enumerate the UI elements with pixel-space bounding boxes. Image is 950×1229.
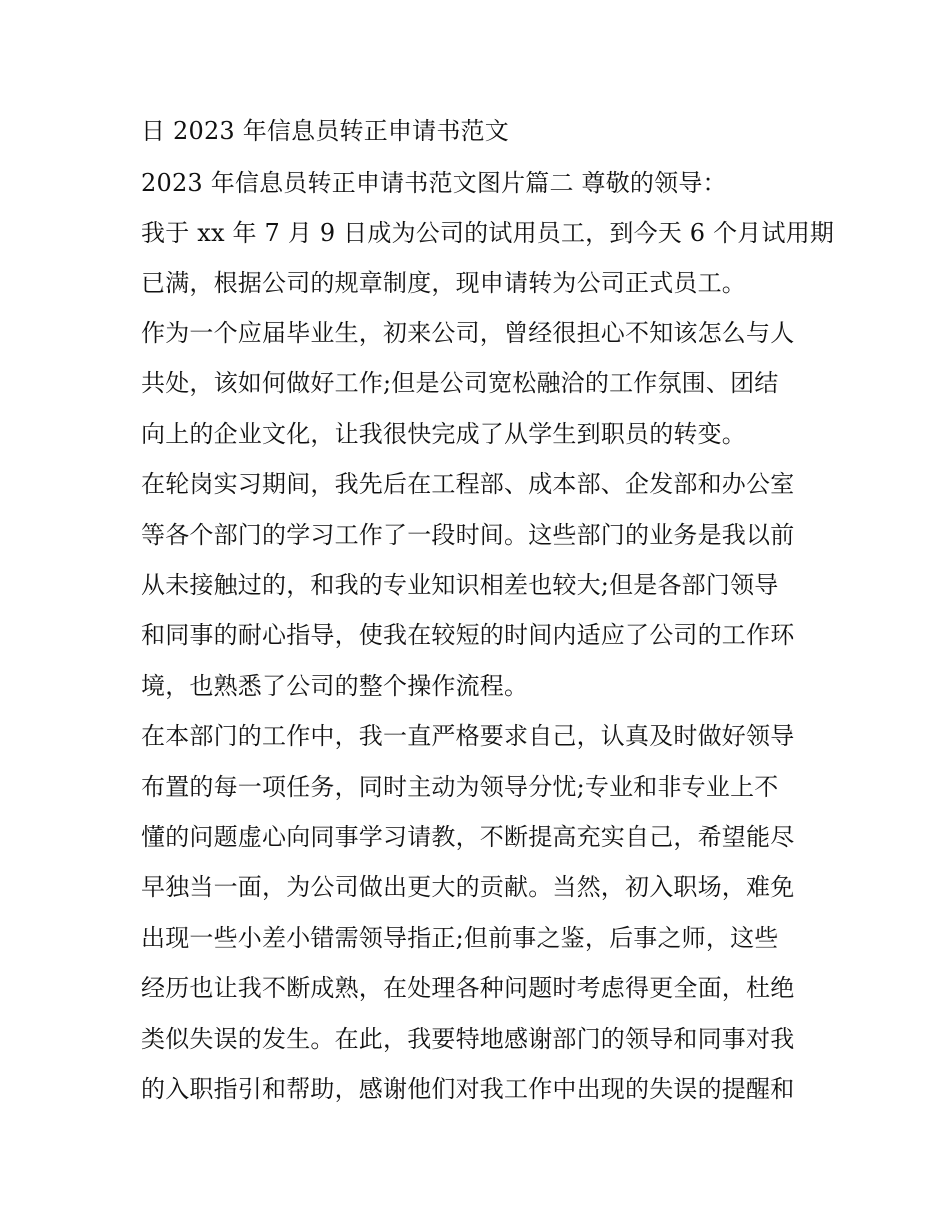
document-title: 日 2023 年信息员转正申请书范文 [141,117,509,145]
body-line: 我于 xx 年 7 月 9 日成为公司的试用员工，到今天 6 个月试用期 [141,219,835,247]
body-line: 出现一些小差小错需领导指正;但前事之鉴，后事之师，这些 [141,924,779,952]
body-line: 类似失误的发生。在此，我要特地感谢部门的领导和同事对我 [141,1025,795,1053]
body-line: 作为一个应届毕业生，初来公司，曾经很担心不知该怎么与人 [141,319,795,347]
body-line: 境，也熟悉了公司的整个操作流程。 [141,672,529,700]
body-line: 布置的每一项任务，同时主动为领导分忧;专业和非专业上不 [141,773,779,801]
body-line: 早独当一面，为公司做出更大的贡献。当然，初入职场，难免 [141,873,795,901]
body-line: 已满，根据公司的规章制度，现申请转为公司正式员工。 [141,269,746,297]
body-line: 在本部门的工作中，我一直严格要求自己，认真及时做好领导 [141,722,795,750]
body-line: 和同事的耐心指导，使我在较短的时间内适应了公司的工作环 [141,621,795,649]
body-line: 等各个部门的学习工作了一段时间。这些部门的业务是我以前 [141,521,795,549]
body-line: 在轮岗实习期间，我先后在工程部、成本部、企发部和办公室 [141,470,795,498]
document-subtitle: 2023 年信息员转正申请书范文图片篇二 尊敬的领导： [141,169,727,197]
body-line: 向上的企业文化，让我很快完成了从学生到职员的转变。 [141,420,746,448]
body-line: 经历也让我不断成熟，在处理各种问题时考虑得更全面，杜绝 [141,974,795,1002]
body-line: 共处，该如何做好工作;但是公司宽松融洽的工作氛围、团结 [141,369,779,397]
body-line: 从未接触过的，和我的专业知识相差也较大;但是各部门领导 [141,571,779,599]
body-line: 的入职指引和帮助，感谢他们对我工作中出现的失误的提醒和 [141,1075,795,1103]
body-line: 懂的问题虚心向同事学习请教，不断提高充实自己，希望能尽 [141,823,795,851]
